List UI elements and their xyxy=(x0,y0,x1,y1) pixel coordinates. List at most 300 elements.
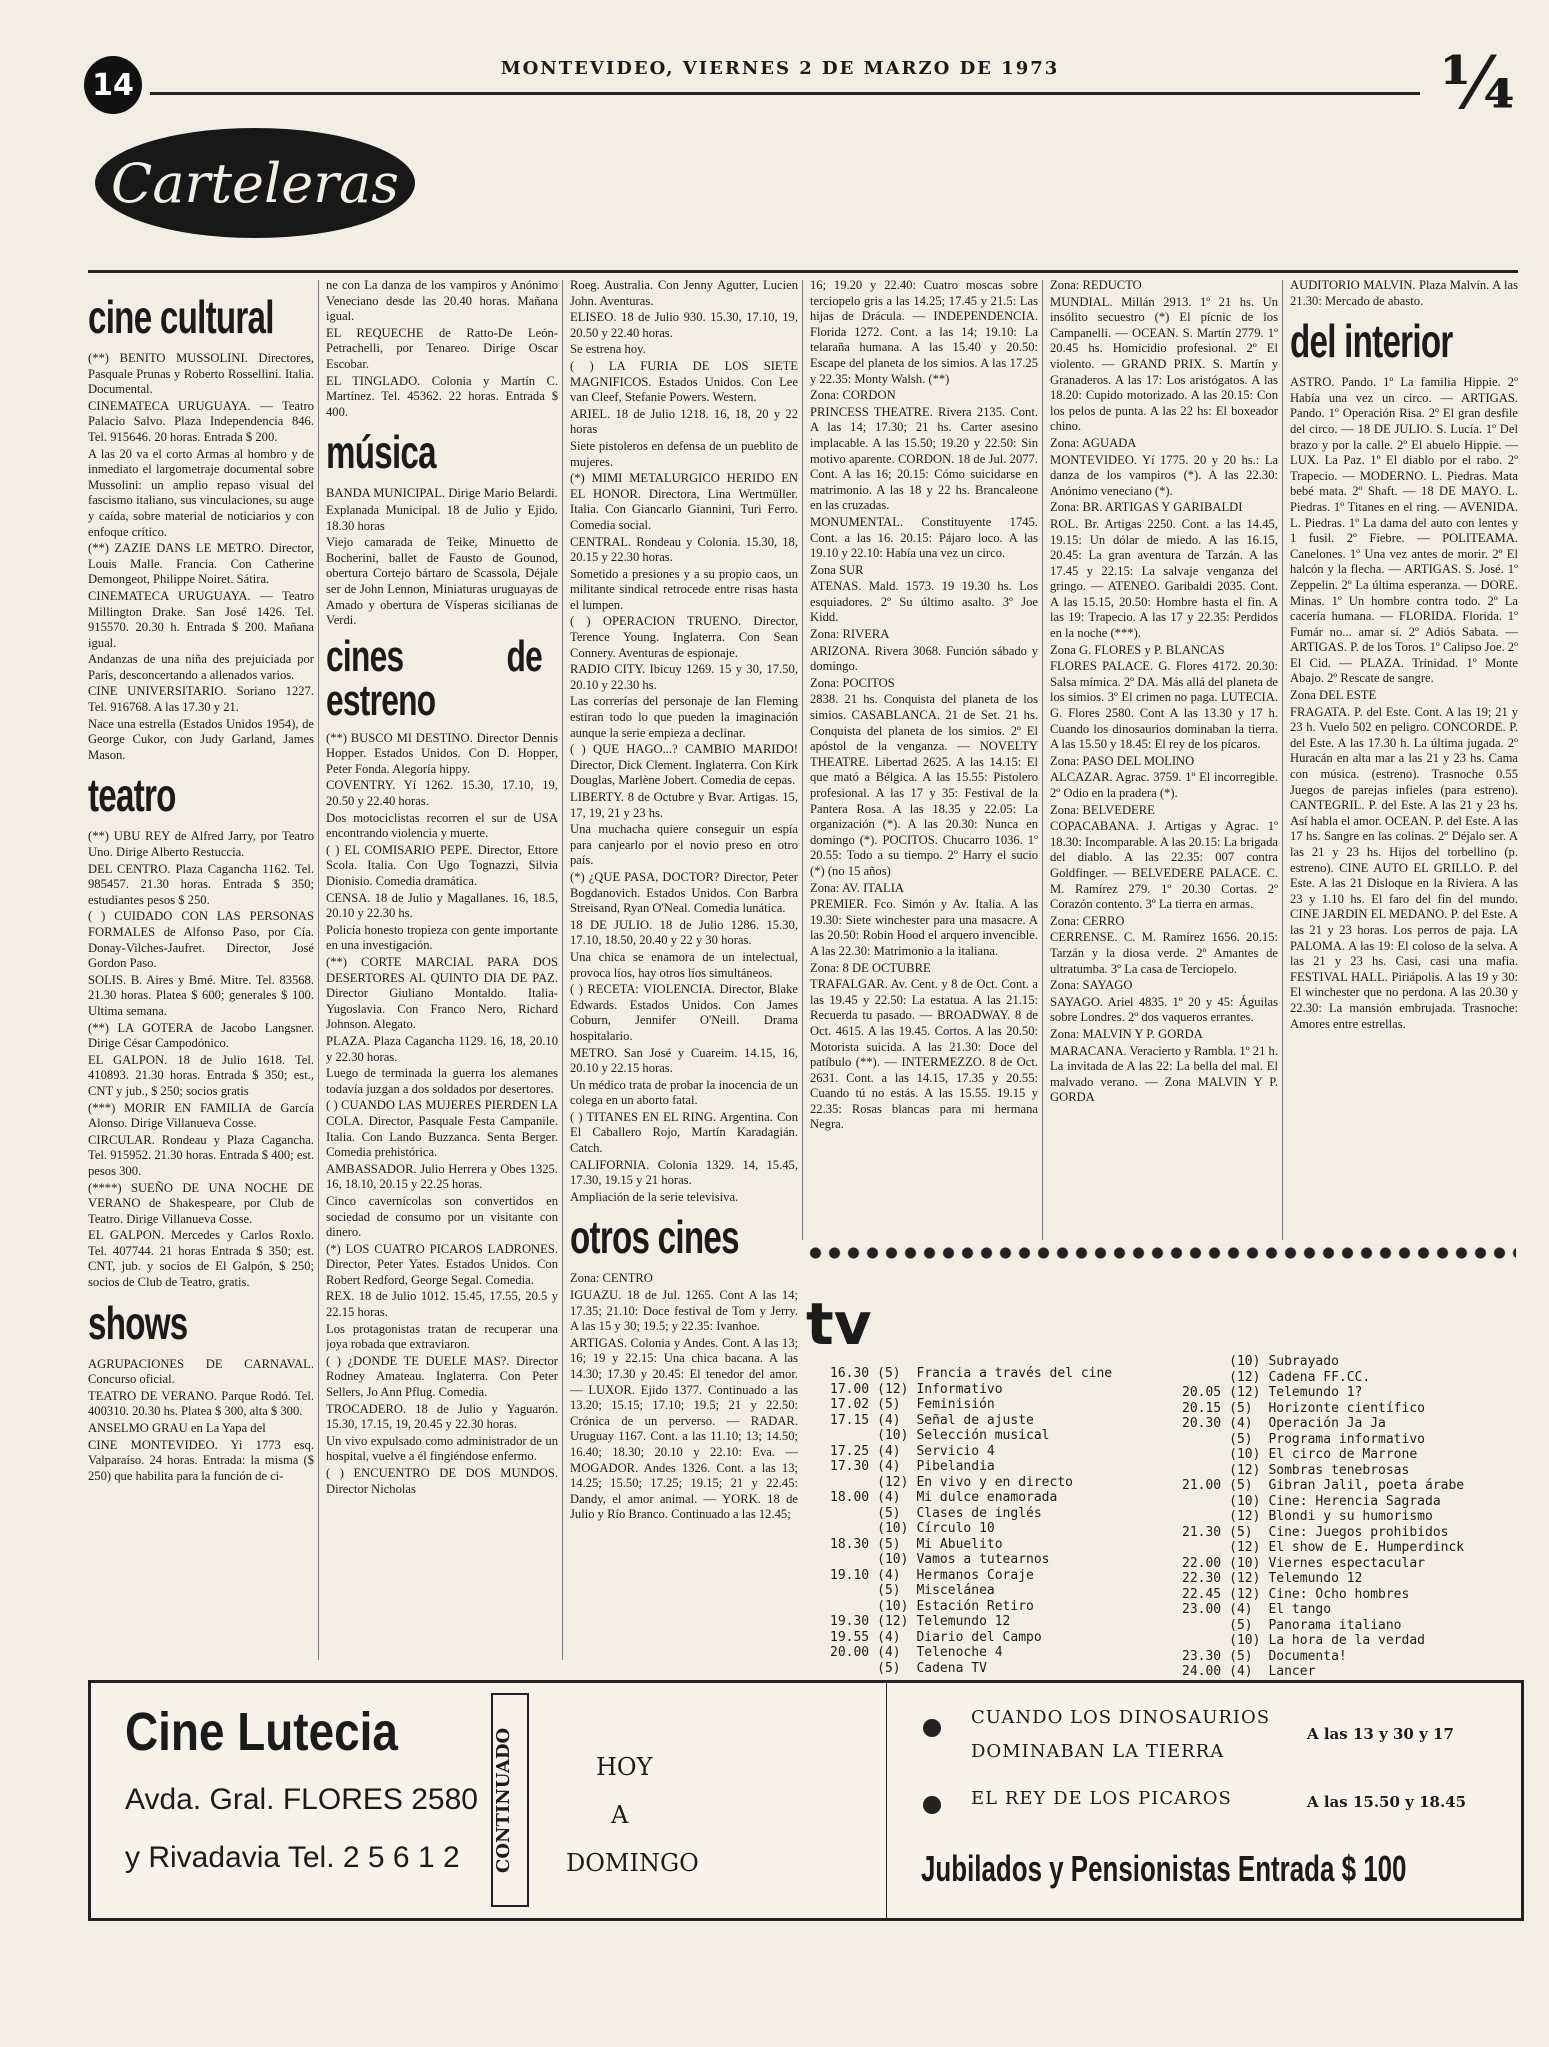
tv-time xyxy=(1178,1447,1225,1463)
tv-program: Subrayado xyxy=(1268,1354,1339,1369)
cine-lutecia-ad xyxy=(88,1680,1524,1921)
tv-time: 21.30 xyxy=(1182,1524,1222,1540)
tv-time: 20.05 xyxy=(1182,1385,1222,1400)
tv-row xyxy=(826,1413,1116,1429)
tv-row xyxy=(826,1599,1116,1615)
tv-row xyxy=(826,1382,1116,1398)
tv-channel: (12) xyxy=(1229,1540,1261,1555)
tv-time xyxy=(1178,1370,1225,1386)
tv-program: Miscelánea xyxy=(916,1583,995,1598)
listing-entry: Luego de terminada la guerra los alemanes todavía juzgan a dos soldados por desertores. xyxy=(326,1066,558,1096)
col4-list xyxy=(810,278,1038,1133)
tv-channel: (5) xyxy=(877,1505,901,1521)
dotted-divider xyxy=(806,1245,1516,1261)
page-number: 14 xyxy=(84,56,142,114)
listing-entry: Policía honesto tropieza con gente importante en una investigación. xyxy=(326,922,558,953)
listing-entry: CALIFORNIA. Colonia 1329. 14, 15.45, 17.30, 19.15 y 21 horas. xyxy=(570,1157,798,1188)
tv-time: 22.30 xyxy=(1182,1571,1222,1586)
tv-channel: (12) xyxy=(1229,1369,1261,1385)
tv-row xyxy=(826,1459,1116,1475)
tv-channel: (10) xyxy=(877,1428,909,1443)
tv-program: Telemundo 12 xyxy=(1268,1571,1363,1586)
listing-entry: Roeg. Australia. Con Jenny Agutter, Lucien John. Aventuras. xyxy=(570,278,798,308)
listing-entry: CENSA. 18 de Julio y Magallanes. 16, 18.5, 20.10 y 22.30 hs. xyxy=(326,890,558,921)
tv-channel: (4) xyxy=(877,1459,901,1474)
carteleras-banner xyxy=(95,128,415,238)
tv-row xyxy=(1178,1509,1468,1525)
listing-entry: CINEMATECA URUGUAYA. — Teatro Palacio Salvo. Plaza Independencia 846. Tel. 915646. 20 horas. Entrada $ 200. xyxy=(88,398,314,444)
tv-time: 18.00 xyxy=(830,1490,870,1505)
tv-program: Cine: Herencia Sagrada xyxy=(1268,1493,1441,1509)
tv-program: Servicio 4 xyxy=(916,1443,995,1459)
tv-channel: (12) xyxy=(1229,1509,1261,1524)
listing-entry: MONTEVIDEO. Yí 1775. 20 y 20 hs.: La danza de los vampiros (*). A las 22.30: Anónimo veneciano (*). xyxy=(1050,452,1278,498)
listing-entry: Zona: BELVEDERE xyxy=(1050,802,1155,817)
listing-entry: 18 DE JULIO. 18 de Julio 1286. 15.30, 17.10, 18.50, 20.40 y 22 y 30 horas. xyxy=(570,917,798,948)
listing-entry: Zona: SAYAGO xyxy=(1050,978,1133,993)
tv-time: 21.00 xyxy=(1182,1478,1222,1493)
listing-entry: ATENAS. Mald. 1573. 19 19.30 hs. Los esquiadores. 2º Su último asalto. 3º Joe Kidd. xyxy=(810,579,1038,625)
tv-row xyxy=(826,1490,1116,1506)
tv-time: 22.45 xyxy=(1182,1586,1222,1602)
listing-entry: 16; 19.20 y 22.40: Cuatro moscas sobre terciopelo gris a las 14.25; 17.45 y 21.5: Las hijas de Drácula. — INDEPENDENCIA. Florida 1272. Cont. a las 14; 19.10: La telaraña humana. A las 15.40 y 20.50: Escape del planeta de los simios. A las 17.25 y 22.35: Monty Walsh. (**) xyxy=(810,278,1038,386)
listing-entry: TROCADERO. 18 de Julio y Yaguarón. 15.30, 17.15, 19, 20.45 y 22.30 horas. xyxy=(326,1401,558,1432)
tv-channel: (5) xyxy=(877,1366,901,1381)
tv-time: 17.02 xyxy=(830,1397,870,1412)
tv-program: Lancer xyxy=(1268,1664,1316,1679)
ad-a: A xyxy=(611,1801,629,1829)
tv-program: Feminisión xyxy=(916,1397,995,1412)
listing-entry: REX. 18 de Julio 1012. 15.45, 17.55, 20.5 y 22.15 horas. xyxy=(326,1289,558,1320)
tv-channel: (5) xyxy=(1229,1524,1253,1540)
tv-channel: (10) xyxy=(1229,1555,1261,1571)
tv-channel: (12) xyxy=(877,1381,909,1397)
listing-entry: Zona: 8 DE OCTUBRE xyxy=(810,960,931,975)
tv-program: Señal de ajuste xyxy=(916,1412,1034,1428)
listing-entry: 2838. 21 hs. Conquista del planeta de los simios. CASABLANCA. 21 de Set. 21 hs. Conquista del planeta de los simios. 2º El apóstol de la venganza. — NOVELTY THEATRE. Libertad 2625. A las 14.15: El que mató a Bélgica. A las 15.55: Pistolero profesional. A las 17 y 35: Festival de la Pantera Rosa. A las 18.35 y 22.05: La organización (*). A las 20.30: Nunca en domingo (*). POCITOS. Chucarro 1036. 1º 20.55: Todo a su tiempo. 2º Harry el sucio (*) (no 15 años) xyxy=(810,692,1038,878)
section-title-musica: música xyxy=(326,426,436,479)
listing-entry: (***) MORIR EN FAMILIA de García Alonso. Dirige Villanueva Cosse. xyxy=(88,1100,314,1131)
listing-entry: Zona: CORDON xyxy=(810,388,896,403)
listing-entry: Cinco cavernícolas son convertidos en sociedad de consumo por un visitante con dinero. xyxy=(326,1193,558,1240)
listing-entry: Zona DEL ESTE xyxy=(1290,688,1377,703)
tv-program: Estación Retiro xyxy=(916,1598,1034,1614)
ad-continuado-label: CONTINUADO xyxy=(491,1693,529,1907)
tv-time xyxy=(826,1521,873,1537)
listing-entry: ARIZONA. Rivera 3068. Función sábado y domingo. xyxy=(810,643,1038,674)
listing-entry: CIRCULAR. Rondeau y Plaza Cagancha. Tel. 915952. 21.30 horas. Entrada $ 400; est. pesos 300. xyxy=(88,1132,314,1178)
listing-entry: IGUAZU. 18 de Jul. 1265. Cont A las 14; 17.35; 21.10: Doce festival de Tom y Jerry. A las 15 y 30; 19.5; y 22.35: Ivanhoe. xyxy=(570,1288,798,1334)
tv-program: Hermanos Coraje xyxy=(916,1567,1034,1583)
tv-channel: (10) xyxy=(877,1521,909,1536)
tv-channel: (5) xyxy=(1229,1648,1253,1664)
col3-list xyxy=(570,278,798,1205)
tv-program: Telemundo 1? xyxy=(1268,1385,1363,1400)
tv-time: 17.25 xyxy=(830,1443,870,1459)
tv-channel: (10) xyxy=(877,1598,909,1614)
tv-channel: (5) xyxy=(877,1397,901,1412)
tv-program: Cine: Ocho hombres xyxy=(1268,1586,1410,1602)
listing-entry: SOLIS. B. Aires y Bmé. Mitre. Tel. 83568. 21.30 horas. Platea $ 600; generales $ 100. Ultima semana. xyxy=(88,972,314,1018)
tv-channel: (12) xyxy=(1229,1571,1261,1586)
cine-cultural-list xyxy=(88,351,314,763)
tv-channel: (4) xyxy=(877,1629,901,1645)
tv-time: 20.30 xyxy=(1182,1416,1222,1431)
tv-time: 19.55 xyxy=(830,1629,870,1645)
listing-entry: METRO. San José y Cuareim. 14.15, 16, 20.10 y 22.15 horas. xyxy=(570,1045,798,1076)
listing-entry: ( ) EL COMISARIO PEPE. Director, Ettore Scola. Italia. Con Ugo Tognazzi, Silvia Dionisio. Comedia dramática. xyxy=(326,842,558,889)
ad-film-1-line-2: DOMINABAN LA TIERRA xyxy=(971,1741,1225,1762)
listing-entry: Zona: AV. ITALIA xyxy=(810,880,905,895)
listing-entry: ARIEL. 18 de Julio 1218. 16, 18, 20 y 22 horas xyxy=(570,406,798,437)
tv-program: Mi Abuelito xyxy=(916,1536,1003,1552)
listing-entry: ne con La danza de los vampiros y Anónimo Veneciano desde las 20.40 horas. Mañana igual. xyxy=(326,278,558,324)
listing-entry: ( ) ENCUENTRO DE DOS MUNDOS. Director Nicholas xyxy=(326,1466,558,1496)
tv-program: Cadena FF.CC. xyxy=(1268,1369,1371,1385)
tv-time: 19.30 xyxy=(830,1614,870,1629)
listing-entry: MARACANA. Veracierto y Rambla. 1º 21 h. La invitada de A las 22: La bella del mal. El malvado verano. — Zona MALVIN Y P. GORDA xyxy=(1050,1043,1278,1105)
tv-row xyxy=(1178,1664,1468,1680)
tv-time xyxy=(1178,1509,1225,1525)
tv-channel: (4) xyxy=(877,1645,901,1660)
listing-entry: ( ) OPERACION TRUENO. Director, Terence Young. Inglaterra. Con Sean Connery. Aventuras de espionaje. xyxy=(570,614,798,660)
tv-row xyxy=(826,1537,1116,1553)
tv-time: 16.30 xyxy=(830,1366,870,1381)
musica-list xyxy=(326,486,558,628)
tv-row xyxy=(1178,1602,1468,1618)
tv-row xyxy=(1178,1385,1468,1401)
listing-entry: ( ) TITANES EN EL RING. Argentina. Con El Caballero Rojo, Martín Karadagián. Catch. xyxy=(570,1109,798,1156)
listing-entry: PREMIER. Fco. Simón y Av. Italia. A las 19.30: Siete winchester para una masacre. A las 20.50: Robin Hood el arquero invencible. A las 22.30: Matrimonio a la italiana. xyxy=(810,897,1038,958)
listing-entry: ( ) CUANDO LAS MUJERES PIERDEN LA COLA. Director, Pasquale Festa Campanile. Italia. Con Lando Buzzanca. Senta Berger. Comedia prehistórica. xyxy=(326,1098,558,1160)
tv-row xyxy=(1178,1354,1468,1370)
tv-program: Pibelandia xyxy=(916,1459,995,1474)
tv-program: Mi dulce enamorada xyxy=(916,1490,1058,1505)
tv-time: 17.30 xyxy=(830,1459,870,1474)
tv-program: Viernes espectacular xyxy=(1268,1555,1425,1571)
listing-entry: Una chica se enamora de un intelectual, provoca líos, hay otros líos simultáneos. xyxy=(570,949,798,980)
tv-program: Cadena TV xyxy=(916,1660,987,1676)
listing-entry: PRINCESS THEATRE. Rivera 2135. Cont. A las 14; 17.30; 21 hs. Carter asesino implacable. A las 15.50; 19.20 y 22.50: Sin motivo aparente. CORDON. 18 de Jul. 2077. Cont. A las 16; 20.15: Cómo suicidarse en matrimonio. A las 18 y 22 hs. Brancaleone en las cruzadas. xyxy=(810,404,1038,513)
listing-entry: FLORES PALACE. G. Flores 4172. 20.30: Salsa mímica. 2º DA. Más allá del planeta de los simios. 3º El crimen no paga. LUTECIA. G. Flores 2580. Cont A las 13.30 y 17 h. Cuando los dinosaurios dominaban la tierra. A las 15.50 y 18.45: El rey de los pícaros. xyxy=(1050,659,1278,752)
tv-schedule-right xyxy=(1178,1354,1468,1680)
listing-entry: ANSELMO GRAU en La Yapa del xyxy=(88,1421,266,1436)
listing-entry: FRAGATA. P. del Este. Cont. A las 19; 21 y 23 h. Vuelo 502 en peligro. CONCORDE. P. del Este. A las 17.30 h. La última jugada. 2º Huracán en alta mar a las 21 y 23 hs. Cama con música. (estreno). Trasnoche 0.55 Juegos de parejas infieles (para estreno). CANTEGRIL. P. del Este. A las 21 y 23 hs. Así habla el amor. OCEAN. P. del Este. A las 17 hs. Sangre en las colinas. 2º Déjalo ser. A las 21 y 23 hs. Hijos del torbellino (p. estreno). CINE AUTO EL GRILLO. P. del Este. A las 21 Disloque en la Riviera. A las 23 y 1.10 hs. El faro del fin del mundo. CINE JARDIN EL MEDANO. P. del Este. A las 21 y 23 horas. Los perros de paja. LA PALOMA. A las 19: El coloso de la selva. A las 21 y 23 hs. Casi, casi una mafia. FESTIVAL HALL. Piriápolis. A las 19 y 30: El winchester que no perdona. A las 20.30 y 22.30: La mansión embrujada. Trasnoche: Amores entre estrellas. xyxy=(1290,704,1518,1031)
tv-row xyxy=(826,1630,1116,1646)
tv-row xyxy=(826,1661,1116,1677)
listing-entry: (*) ¿QUE PASA, DOCTOR? Director, Peter Bogdanovich. Estados Unidos. Con Barbra Streisand, Ryan O'Neal. Comedia lunática. xyxy=(570,869,798,916)
banner-text: Carteleras xyxy=(111,151,399,215)
tv-time: 17.15 xyxy=(830,1412,870,1428)
ad-film-1-times: A las 13 y 30 y 17 xyxy=(1307,1725,1454,1743)
tv-channel: (4) xyxy=(877,1490,901,1505)
tv-program: Blondi y su humorismo xyxy=(1268,1509,1433,1524)
tv-time xyxy=(826,1552,873,1568)
listing-entry: ALCAZAR. Agrac. 3759. 1º El incorregible. 2º Odio en la pradera (*). xyxy=(1050,770,1278,800)
listing-entry: (*) MIMI METALURGICO HERIDO EN EL HONOR. Directora, Lina Wertmüller. Italia. Con Giancarlo Giannini, Turi Ferro. Comedia social. xyxy=(570,471,798,532)
tv-time xyxy=(1178,1618,1225,1634)
column-6 xyxy=(1290,278,1518,1240)
tv-channel: (4) xyxy=(877,1567,901,1583)
tv-program: Círculo 10 xyxy=(916,1521,995,1536)
tv-row xyxy=(826,1552,1116,1568)
tv-row xyxy=(1178,1556,1468,1572)
tv-program: Selección musical xyxy=(916,1428,1050,1443)
tv-row xyxy=(826,1428,1116,1444)
listing-entry: EL GALPON. Mercedes y Carlos Roxlo. Tel. 407744. 21 horas Entrada $ 350; est. CNT, jub. y socios de El Galpón, $ 250; socios de Club de Teatro, gratis. xyxy=(88,1228,314,1290)
ad-film-1-line-1: CUANDO LOS DINOSAURIOS xyxy=(971,1707,1271,1728)
del-interior-list xyxy=(1290,375,1518,1032)
tv-program: En vivo y en directo xyxy=(916,1474,1073,1490)
listing-entry: Sometido a presiones y a su propio caos, un militante sindical retrocede entre risas hasta el lumpen. xyxy=(570,566,798,612)
tv-row xyxy=(1178,1618,1468,1634)
tv-row xyxy=(826,1521,1116,1537)
listing-entry: (*) LOS CUATRO PICAROS LADRONES. Director, Peter Yates. Estados Unidos. Con Robert Redford, George Segal. Comedia. xyxy=(326,1241,558,1287)
tv-row xyxy=(1178,1633,1468,1649)
listing-entry: AUDITORIO MALVIN. Plaza Malvín. A las 21.30: Mercado de abasto. xyxy=(1290,278,1518,308)
bullet-icon xyxy=(923,1796,941,1814)
tv-schedule-left xyxy=(826,1366,1116,1676)
listing-entry: Zona: MALVIN Y P. GORDA xyxy=(1050,1026,1203,1041)
tv-row xyxy=(1178,1401,1468,1417)
tv-channel: (5) xyxy=(877,1536,901,1552)
tv-time xyxy=(826,1583,873,1599)
listing-entry: Explanada Municipal. 18 de Julio y Ejido. 18.30 horas xyxy=(326,502,558,533)
listing-entry: Un vivo expulsado como administrador de un hospital, vuelve a él fingiéndose enfermo. xyxy=(326,1433,558,1464)
listing-entry: ROL. Br. Artigas 2250. Cont. a las 14.45, 19.15: Un dólar de miedo. A las 16.15, 20.45: La gran aventura de Tarzán. A las 17.45 y 22.15: La salvaje venganza del gringo. — ATENEO. Garibaldi 2035. Cont. A las 15.15, 20.50: Hombre hasta el fin. A las 19: Trapecio. A las 17 y 22.35: Perdidos en la noche (***). xyxy=(1050,516,1278,641)
tv-row xyxy=(1178,1370,1468,1386)
tv-channel: (10) xyxy=(1229,1354,1261,1369)
tv-channel: (10) xyxy=(1229,1447,1261,1462)
estreno-list xyxy=(326,731,558,1498)
tv-channel: (5) xyxy=(1229,1431,1253,1447)
listing-entry: Zona: BR. ARTIGAS Y GARIBALDI xyxy=(1050,500,1243,515)
tv-channel: (12) xyxy=(1229,1462,1261,1478)
tv-row xyxy=(1178,1432,1468,1448)
listing-entry: ( ) ¿DONDE TE DUELE MAS?. Director Rodney Amateau. Inglaterra. Con Peter Sellers, Jo Ann Pflug. Comedia. xyxy=(326,1353,558,1400)
tv-program: Cine: Juegos prohibidos xyxy=(1268,1524,1449,1540)
teatro-list xyxy=(88,829,314,1290)
ad-divider xyxy=(886,1683,887,1918)
listing-entry: (**) BUSCO MI DESTINO. Director Dennis Hopper. Estados Unidos. Con D. Hopper, Peter Fonda. Alegoría hippy. xyxy=(326,730,558,776)
ad-film-2-times: A las 15.50 y 18.45 xyxy=(1307,1793,1467,1811)
ad-hoy: HOY xyxy=(596,1753,653,1781)
listing-entry: MUNDIAL. Millán 2913. 1º 21 hs. Un insólito secuestro (*) El pícnic de los Campanelli. — OCEAN. S. Martín 2779. 1º 20.45 hs. Homicidio profesional. 2º El violento. — GRAND PRIX. S. Martín y Granaderos. A las 17: Los aristógatos. A las 18.20: Cupido motorizado. A las 20.15: Con los pelos de punta. A las 22 hs: El boxeador chino. xyxy=(1050,294,1278,434)
tv-time xyxy=(1178,1540,1225,1556)
tv-program: Horizonte científico xyxy=(1268,1400,1425,1416)
tv-row xyxy=(1178,1649,1468,1665)
column-4 xyxy=(810,278,1038,1240)
listing-entry: ASTRO. Pando. 1º La familia Hippie. 2º Había una vez un circo. — ARTIGAS. Pando. 1º Operación Risa. 2º El gran desfile del circo. — 18 DE JULIO. S. Lucía. 1º Del brazo y por la calle. 2º El abuelo Hippie. — LUX. La Paz. 1º El diablo por el rabo. 2º Trapecio. — MODERNO. L. Piedras. Mata bebé mata. 2º Shaft. — 18 DE MAYO. L. Piedras. 1º Titanes en el ring. — AVENIDA. L. Piedras. 1º La dama del auto con lentes y 1 fusil. 2º Fiebre. — POLITEAMA. Canelones. 1º Una vez antes de morir. 2º El halcón y la flecha. — ARTIGAS. S. José. 1º Zeppelin. 2º La última esperanza. — DORE. Minas. 1º Un hombre contra todo. 2º La cacería humana. — FLORIDA. Florida. 1º Fumár no... amar sí. 2º Adiós Sabata. — ARTIGAS. P. de los Toros. 1º Calipso Joe. 2º El Cid. — PLAZA. Trinidad. 1º Monte Abajo. 2º Rescate de sangre. xyxy=(1290,375,1518,686)
listing-entry: CERRENSE. C. M. Ramírez 1656. 20.15: Tarzán y la diosa verde. 2º Amantes de ultratumba. 3º La casa de Terciopelo. xyxy=(1050,930,1278,976)
listing-entry: COVENTRY. Yí 1262. 15.30, 17.10, 19, 20.50 y 22.40 horas. xyxy=(326,778,558,809)
tv-row xyxy=(1178,1540,1468,1556)
listing-entry: MONUMENTAL. Constituyente 1745. Cont. a las 16. 20.15: Pájaro loco. A las 19.10 y 22.10: Había una vez un circo. xyxy=(810,514,1038,561)
listing-entry: ( ) QUE HAGO...? CAMBIO MARIDO! Director, Dick Clement. Inglaterra. Con Kirk Douglas, Marlène Jobert. Comedia de cepas. xyxy=(570,742,798,788)
tv-row xyxy=(1178,1416,1468,1432)
tv-program: Vamos a tutearnos xyxy=(916,1552,1050,1567)
tv-time: 20.15 xyxy=(1182,1400,1222,1416)
listing-entry: RADIO CITY. Ibicuy 1269. 15 y 30, 17.50, 20.10 y 22.30 hs. xyxy=(570,662,798,692)
listing-entry: ( ) LA FURIA DE LOS SIETE MAGNIFICOS. Estados Unidos. Con Lee van Cleef, Stefanie Powers. Western. xyxy=(570,358,798,405)
tv-channel: (4) xyxy=(1229,1416,1253,1431)
tv-time: 20.00 xyxy=(830,1645,870,1660)
section-title-shows: shows xyxy=(88,1296,188,1349)
tv-time xyxy=(1178,1463,1225,1479)
tv-channel: (5) xyxy=(877,1660,901,1676)
listing-entry: (**) ZAZIE DANS LE METRO. Director, Louis Malle. Francia. Con Catherine Demongeot, Philippe Noiret. Sátira. xyxy=(88,541,314,587)
tv-row xyxy=(826,1475,1116,1491)
listing-entry: Zona: POCITOS xyxy=(810,675,895,690)
tv-program: Clases de inglés xyxy=(916,1505,1042,1521)
top-rule xyxy=(88,270,1518,273)
listing-entry: CENTRAL. Rondeau y Colonia. 15.30, 18, 20.15 y 22.30 horas. xyxy=(570,534,798,565)
ad-phone: y Rivadavia Tel. 2 5 6 1 2 xyxy=(125,1841,460,1874)
dateline: MONTEVIDEO, VIERNES 2 DE MARZO DE 1973 xyxy=(500,58,1060,79)
newspaper-logo: ¼ xyxy=(1440,40,1516,125)
listing-entry: CINE UNIVERSITARIO. Soriano 1227. Tel. 916768. A las 17.30 y 21. xyxy=(88,684,314,715)
tv-time xyxy=(826,1661,873,1677)
tv-row xyxy=(1178,1494,1468,1510)
column-rule xyxy=(318,280,319,1660)
tv-row xyxy=(1178,1587,1468,1603)
section-title-del-interior: del interior xyxy=(1290,315,1453,368)
listing-entry: TEATRO DE VERANO. Parque Rodó. Tel. 400310. 20.30 hs. Platea $ 300, alta $ 300. xyxy=(88,1388,314,1419)
tv-program: El circo de Marrone xyxy=(1268,1447,1418,1462)
tv-program: Gibran Jalil, poeta árabe xyxy=(1268,1478,1465,1493)
tv-time xyxy=(826,1506,873,1522)
tv-time xyxy=(826,1475,873,1491)
listing-entry: Zona: RIVERA xyxy=(810,627,890,642)
tv-channel: (5) xyxy=(1229,1478,1253,1493)
ad-domingo: DOMINGO xyxy=(566,1849,699,1877)
col6-top-list xyxy=(1290,278,1518,309)
tv-program: Francia a través del cine xyxy=(916,1366,1113,1381)
listing-entry: EL REQUECHE de Ratto-De León-Petrachelli, por Tenareo. Dirige Oscar Escobar. xyxy=(326,325,558,371)
column-rule xyxy=(802,280,803,1240)
tv-row xyxy=(826,1583,1116,1599)
tv-program: Informativo xyxy=(916,1381,1003,1397)
tv-row xyxy=(826,1366,1116,1382)
column-rule xyxy=(1042,280,1043,1240)
column-5 xyxy=(1050,278,1278,1240)
tv-channel: (5) xyxy=(877,1583,901,1598)
listing-entry: ( ) RECETA: VIOLENCIA. Director, Blake Edwards. Estados Unidos. Con James Coburn, Jennifer O'Neill. Drama hospitalario. xyxy=(570,982,798,1043)
listing-entry: Zona SUR xyxy=(810,562,864,577)
listing-entry: Una muchacha quiere conseguir un espía para canjearlo por el novio preso en otro país. xyxy=(570,822,798,868)
listing-entry: (**) LA GOTERA de Jacobo Langsner. Dirige César Campodónico. xyxy=(88,1020,314,1051)
listing-entry: (**) BENITO MUSSOLINI. Directores, Pasquale Prunas y Roberto Rossellini. Italia. Documental. xyxy=(88,351,314,397)
listing-entry: PLAZA. Plaza Cagancha 1129. 16, 18, 20.10 y 22.30 horas. xyxy=(326,1033,558,1064)
listing-entry: EL TINGLADO. Colonia y Martín C. Martínez. Tel. 45362. 22 horas. Entrada $ 400. xyxy=(326,373,558,419)
listing-entry: ( ) CUIDADO CON LAS PERSONAS FORMALES de Alfonso Paso, por Cía. Donay-Vilches-Jaufret. Director, José Gordon Paso. xyxy=(88,909,314,971)
section-title-otros-cines: otros cines xyxy=(570,1211,739,1264)
listing-entry: Zona: AGUADA xyxy=(1050,435,1137,450)
tv-time: 22.00 xyxy=(1182,1555,1222,1571)
tv-row xyxy=(1178,1525,1468,1541)
tv-row xyxy=(1178,1463,1468,1479)
tv-channel: (4) xyxy=(1229,1664,1253,1679)
tv-channel: (12) xyxy=(1229,1586,1261,1602)
listing-entry: ARTIGAS. Colonia y Andes. Cont. A las 13; 16; 19 y 22.15: Una chica bacana. A las 14.30; 17.30 y 20.45: El tenedor del amor. — LUXOR. Ejido 1377. Continuado a las 13.20; 15.15; 17.10; 19.5; 21 y 22.50: Crónica de un perverso. — RADAR. Uruguay 1167. Cont. a las 11.10; 13; 14.50; 16.40; 18.30; 20.10 y 22.10: Eva. — MOGADOR. Andes 1326. Cont. a las 13; 14.25; 15.50; 17.25; 19.15; 21 y 22.45: Dandy, el amor animal. — YORK. 18 de Julio y Río Branco. Continuado a las 12.45; xyxy=(570,1335,798,1522)
tv-time xyxy=(826,1428,873,1444)
column-2 xyxy=(326,278,558,1673)
column-rule xyxy=(1282,280,1283,1240)
listing-entry: A las 20 va el corto Armas al hombro y de inmediato el largometraje documental sobre Mussolini: un amplio repaso visual del fascismo italiano, sus vinculaciones, su auge y caída, sobre material de noticiarios y con enfoque crítico. xyxy=(88,446,314,539)
listing-entry: AMBASSADOR. Julio Herrera y Obes 1325. 16, 18.10, 20.15 y 22.25 horas. xyxy=(326,1161,558,1192)
tv-row xyxy=(826,1506,1116,1522)
tv-time xyxy=(1178,1494,1225,1510)
section-title-teatro: teatro xyxy=(88,769,176,822)
listing-entry: CINEMATECA URUGUAYA. — Teatro Millington Drake. San José 1426. Tel. 915570. 20.30 h. Entrada $ 200. Mañana igual. xyxy=(88,588,314,650)
tv-row xyxy=(826,1568,1116,1584)
tv-time: 18.30 xyxy=(830,1536,870,1552)
section-title-tv: tv xyxy=(806,1290,872,1358)
tv-program: Sombras tenebrosas xyxy=(1268,1462,1410,1478)
listing-entry: ELISEO. 18 de Julio 930. 15.30, 17.10, 19, 20.50 y 22.40 horas. xyxy=(570,310,798,340)
tv-program: El show de E. Humperdinck xyxy=(1268,1540,1465,1555)
tv-channel: (10) xyxy=(1229,1493,1261,1509)
listing-entry: Zona: CENTRO xyxy=(570,1271,653,1286)
listing-entry: LIBERTY. 8 de Octubre y Bvar. Artigas. 15, 17, 19, 21 y 23 hs. xyxy=(570,790,798,820)
listing-entry: Zona: CERRO xyxy=(1050,913,1125,928)
ad-jubilados-price: Jubilados y Pensionistas Entrada $ 100 xyxy=(921,1848,1407,1889)
tv-time: 17.00 xyxy=(830,1381,870,1397)
col2-top-list xyxy=(326,278,558,420)
tv-row xyxy=(826,1614,1116,1630)
tv-row xyxy=(826,1397,1116,1413)
listing-entry: (**) UBU REY de Alfred Jarry, por Teatro Uno. Dirige Alberto Restuccia. xyxy=(88,829,314,860)
tv-row xyxy=(826,1645,1116,1661)
tv-row xyxy=(1178,1478,1468,1494)
listing-entry: AGRUPACIONES DE CARNAVAL. Concurso oficial. xyxy=(88,1356,314,1387)
listing-entry: TRAFALGAR. Av. Cent. y 8 de Oct. Cont. a las 19.45 y 22.50: La estatua. A las 21.15: Recuerda tu pasado. — BROADWAY. 8 de Oct. 4615. A las 19.45. Cortos. A las 20.50: Motorista suicida. A las 21.30: Doce del patíbulo (**). — INTERMEZZO. 8 de Oct. 2631. Cont. a las 14.15, 17.35 y 20.55: Cuando tú no estás. A las 15.55. 19.15 y 22.35: Rosas blancas para mi hermana Negra. xyxy=(810,977,1038,1132)
tv-time: 23.30 xyxy=(1182,1648,1222,1664)
section-title-cine-cultural: cine cultural xyxy=(88,291,274,343)
shows-list xyxy=(88,1357,314,1485)
tv-channel: (10) xyxy=(1229,1633,1261,1648)
tv-channel: (12) xyxy=(1229,1385,1261,1400)
tv-channel: (12) xyxy=(877,1614,909,1629)
listing-entry: COPACABANA. J. Artigas y Agrac. 1º 18.30: Incomparable. A las 20.15: La brigada del diablo. A las 22.35: 007 contra Goldfinger. — BELVEDERE PALACE. C. M. Ramírez 279. 1º 20.30 Cortas. 2º Corazón contento. 3º La tierra en armas. xyxy=(1050,819,1278,912)
listing-entry: (****) SUEÑO DE UNA NOCHE DE VERANO de Shakespeare, por Club de Teatro. Dirige Villanueva Cosse. xyxy=(88,1180,314,1226)
tv-program: Panorama italiano xyxy=(1268,1617,1402,1633)
tv-time xyxy=(1178,1432,1225,1448)
tv-time xyxy=(1178,1354,1225,1370)
column-1 xyxy=(88,285,314,1675)
tv-time: 19.10 xyxy=(830,1567,870,1583)
bullet-icon xyxy=(923,1719,941,1737)
listing-entry: Se estrena hoy. xyxy=(570,342,646,357)
col5-list xyxy=(1050,278,1278,1106)
listing-entry: DEL CENTRO. Plaza Cagancha 1162. Tel. 985457. 21.30 horas. Entrada $ 350; estudiantes pesos $ 250. xyxy=(88,861,314,907)
listing-entry: EL GALPON. 18 de Julio 1618. Tel. 410893. 21.30 horas. Entrada $ 350; est., CNT y jub., $ 250; socios gratis xyxy=(88,1052,314,1098)
tv-row xyxy=(826,1444,1116,1460)
tv-program: Diario del Campo xyxy=(916,1629,1042,1645)
tv-program: Telenoche 4 xyxy=(916,1645,1003,1660)
tv-row xyxy=(1178,1447,1468,1463)
listing-entry: Viejo camarada de Teike, Minuetto de Bocherini, ballet de Fausto de Gounod, obertura Cortejo bártaro de Scassola, Déjale ser de John Lennon, Miniaturas uruguayas de Amado y obertura de Vísperas sicilianas de Verdi. xyxy=(326,535,558,628)
tv-time: 24.00 xyxy=(1182,1664,1222,1679)
listing-entry: Dos motociclistas recorren el sur de USA encontrando violencia y muerte. xyxy=(326,810,558,841)
tv-program: Telemundo 12 xyxy=(916,1614,1011,1629)
tv-channel: (4) xyxy=(1229,1602,1253,1617)
listing-entry: Zona G. FLORES y P. BLANCAS xyxy=(1050,642,1225,657)
ad-cinema-name: Cine Lutecia xyxy=(125,1702,398,1762)
listing-entry: Un médico trata de probar la inocencia de un colega en un aborto fatal. xyxy=(570,1077,798,1108)
listing-entry: Zona: PASO DEL MOLINO xyxy=(1050,753,1195,768)
ad-address: Avda. Gral. FLORES 2580 xyxy=(125,1783,478,1816)
